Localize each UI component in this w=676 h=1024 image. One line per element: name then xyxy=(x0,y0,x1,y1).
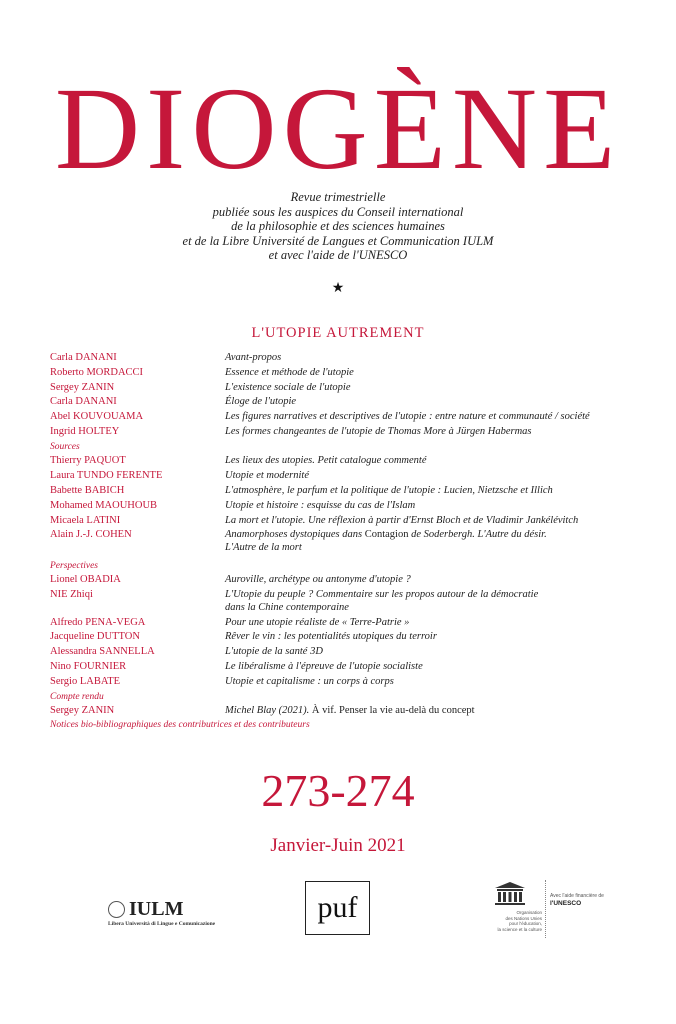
toc-author: Carla DANANI xyxy=(50,396,117,408)
toc-author: Sergey ZANIN xyxy=(50,381,115,393)
toc-author: Sergio LABATE xyxy=(50,675,121,687)
toc-row xyxy=(50,455,650,468)
toc-row xyxy=(50,661,650,674)
divider xyxy=(545,880,546,938)
puf-logo: puf xyxy=(305,881,370,935)
toc-title: Auroville, archétype ou antonyme d'utopie ? xyxy=(225,574,411,586)
toc-title: Éloge de l'utopie xyxy=(225,396,297,408)
journal-subtitle xyxy=(0,190,676,263)
iulm-emblem-icon xyxy=(108,901,125,918)
toc-author: Alessandra SANNELLA xyxy=(50,646,155,658)
subtitle-line: et avec l'aide de l'UNESCO xyxy=(268,248,408,262)
toc-author: Mohamed MAOUHOUB xyxy=(50,499,158,511)
issue-date: Janvier-Juin 2021 xyxy=(270,835,406,856)
toc-author: Abel KOUVOUAMA xyxy=(50,411,144,423)
toc-row xyxy=(50,352,650,365)
toc-author: Carla DANANI xyxy=(50,352,117,363)
toc-author: Laura TUNDO FERENTE xyxy=(50,470,163,482)
subtitle-line: et de la Libre Université de Langues et Communication IULM xyxy=(182,233,494,248)
section-label-perspectives: Perspectives xyxy=(50,561,99,572)
notices-line: Notices bio-bibliographiques des contributrices et des contributeurs xyxy=(50,720,310,731)
section-label-sources: Sources xyxy=(50,442,80,453)
toc-author: Lionel OBADIA xyxy=(50,574,121,586)
unesco-logo: Organisation des Nations Unies pour l'éducation, la science et la culture Avec l'aide financière de l'UNESCO xyxy=(478,880,618,940)
toc-author: Thierry PAQUOT xyxy=(50,455,126,467)
toc-title: L'utopie de la santé 3D xyxy=(225,646,323,658)
toc-author: Jacqueline DUTTON xyxy=(50,631,140,643)
toc-author: NIE Zhiqi xyxy=(50,589,93,601)
toc-title: Rêver le vin : les potentialités utopiques du terroir xyxy=(225,631,437,643)
toc-author: Roberto MORDACCI xyxy=(50,366,144,378)
toc-title: Utopie et modernité xyxy=(225,470,309,482)
toc-title: La mort et l'utopie. Une réflexion à partir d'Ernst Bloch et de Vladimir Jankélévitch xyxy=(225,514,579,526)
toc-title: Essence et méthode de l'utopie xyxy=(225,366,354,378)
toc-author: Ingrid HOLTEY xyxy=(50,425,120,437)
toc-author: Micaela LATINI xyxy=(50,514,121,526)
toc-row xyxy=(50,396,650,409)
toc-row xyxy=(50,617,650,630)
iulm-logo: IULM Libera Università di Lingue e Comunicazione xyxy=(108,898,216,927)
toc-title: Les lieux des utopies. Petit catalogue commenté xyxy=(225,455,427,467)
toc-title: Les formes changeantes de l'utopie de Thomas More à Jürgen Habermas xyxy=(225,425,532,437)
toc-author: Babette BABICH xyxy=(50,485,125,497)
table-of-contents xyxy=(50,352,650,730)
toc-title: Avant-propos xyxy=(225,352,282,363)
star-icon: ★ xyxy=(331,280,345,296)
toc-row xyxy=(50,382,650,395)
toc-title: Pour une utopie réaliste de « Terre-Patrie » xyxy=(225,616,410,628)
toc-title: Le libéralisme à l'épreuve de l'utopie socialiste xyxy=(225,660,423,672)
issue-number: 273-274 xyxy=(261,765,415,816)
toc-title: Anamorphoses dystopiques dans Contagion de Soderbergh. L'Autre du désir. L'Autre de la mort xyxy=(225,529,547,553)
toc-author: Nino FOURNIER xyxy=(50,660,127,672)
toc-title: Utopie et histoire : esquisse du cas de l'Islam xyxy=(225,499,416,511)
toc-row xyxy=(50,426,650,439)
toc-author: Alain J.-J. COHEN xyxy=(50,529,132,541)
journal-title: DIOGÈNE xyxy=(54,63,622,194)
toc-row xyxy=(50,515,650,528)
toc-row xyxy=(50,646,650,659)
unesco-temple-icon xyxy=(494,882,526,906)
toc-author: Alfredo PENA-VEGA xyxy=(50,616,146,628)
toc-row xyxy=(50,676,650,689)
subtitle-line: Revue trimestrielle xyxy=(290,190,386,204)
section-label-review: Compte rendu xyxy=(50,692,104,703)
toc-author: Sergey ZANIN xyxy=(50,705,115,717)
toc-row xyxy=(50,500,650,513)
toc-row xyxy=(50,631,650,644)
toc-title: Utopie et capitalisme : un corps à corps xyxy=(225,675,394,687)
toc-title: L'Utopie du peuple ? Commentaire sur les propos autour de la démocratie dans la Chine contemporaine xyxy=(225,589,539,613)
toc-row xyxy=(50,485,650,498)
toc-title: Les figures narratives et descriptives de l'utopie : entre nature et communauté / société xyxy=(225,411,590,423)
toc-row xyxy=(50,411,650,424)
toc-title: L'atmosphère, le parfum et la politique de l'utopie : Lucien, Nietzsche et Illich xyxy=(225,485,553,497)
toc-title: L'existence sociale de l'utopie xyxy=(225,381,351,393)
toc-row xyxy=(50,470,650,483)
toc-title: Michel Blay (2021). À vif. Penser la vie au-delà du concept xyxy=(225,705,475,717)
toc-row xyxy=(50,589,650,614)
subtitle-line: de la philosophie et des sciences humaines xyxy=(231,219,445,233)
subtitle-line: publiée sous les auspices du Conseil international xyxy=(212,204,464,219)
toc-row xyxy=(50,705,650,718)
toc-row xyxy=(50,529,650,554)
issue-theme: L'UTOPIE AUTREMENT xyxy=(251,325,425,341)
toc-row xyxy=(50,367,650,380)
toc-row xyxy=(50,574,650,587)
